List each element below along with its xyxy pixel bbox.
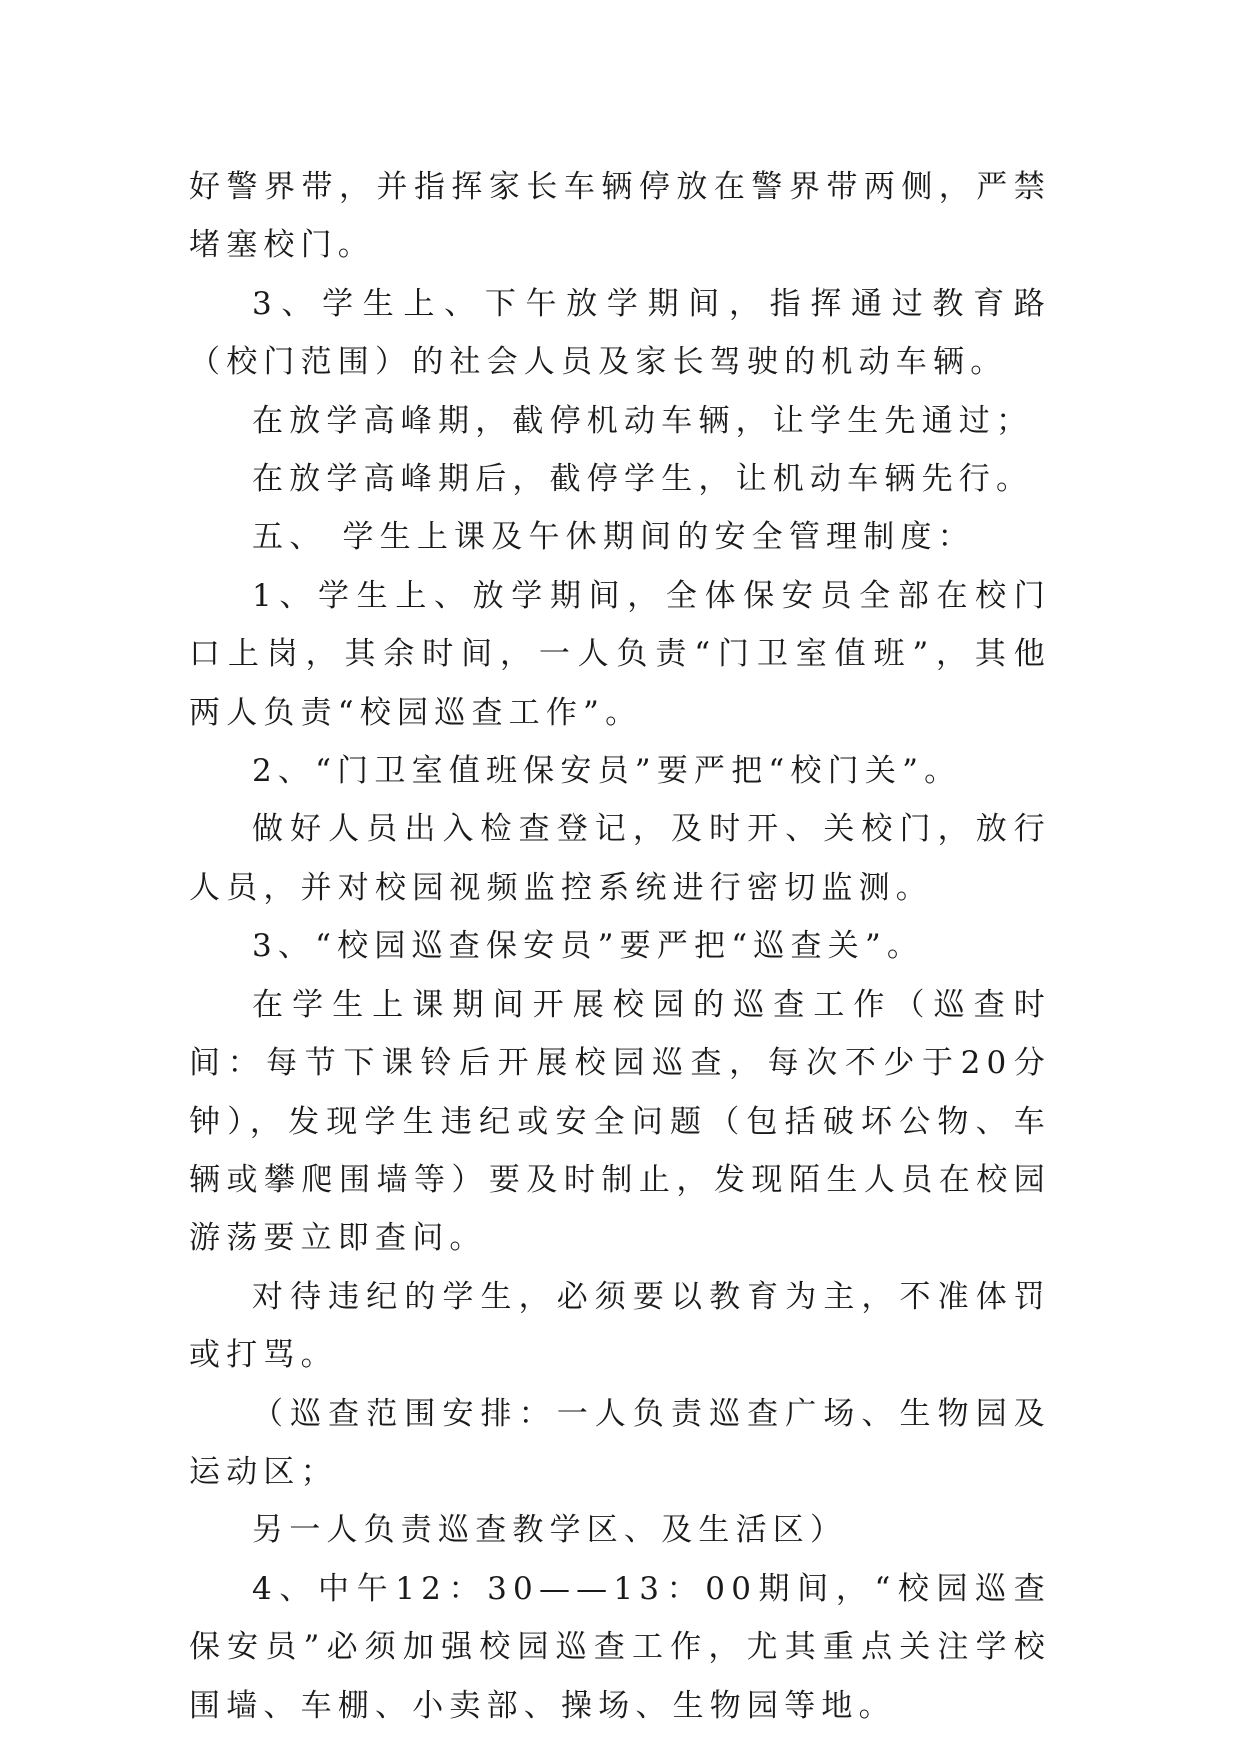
paragraph: 在学生上课期间开展校园的巡查工作（巡查时间：每节下课铃后开展校园巡查，每次不少于20分钟），发现学生违纪或安全问题（包括破坏公物、车辆或攀爬围墙等）要及时制止，发现陌生人员在校园游荡要立即查问。	[189, 986, 1051, 1257]
paragraph: 3、“校园巡查保安员”要严把“巡查关”。	[252, 928, 925, 965]
paragraph: 另一人负责巡查教学区、及生活区）	[252, 1512, 848, 1549]
paragraph: 2、“门卫室值班保安员”要严把“校门关”。	[252, 753, 962, 790]
paragraph: 做好人员出入检查登记，及时开、关校门，放行人员，并对校园视频监控系统进行密切监测。	[189, 811, 1051, 906]
paragraph: 在放学高峰期，截停机动车辆，让学生先通过；	[252, 402, 1034, 439]
section-heading: 五、 学生上课及午休期间的安全管理制度：	[252, 519, 975, 556]
paragraph: 对待违纪的学生，必须要以教育为主，不准体罚或打骂。	[189, 1278, 1051, 1374]
paragraph: 1、学生上、放学期间，全体保安员全部在校门口上岗，其余时间，一人负责“门卫室值班”，其他两人负责“校园巡查工作”。	[189, 577, 1051, 731]
paragraph: 3、学生上、下午放学期间，指挥通过教育路（校门范围）的社会人员及家长驾驶的机动车辆。	[189, 285, 1051, 381]
paragraph: （巡查范围安排：一人负责巡查广场、生物园及运动区；	[189, 1395, 1051, 1490]
paragraph: 4、中午12：30——13：00期间，“校园巡查保安员”必须加强校园巡查工作，尤其重点关注学校围墙、车棚、小卖部、操场、生物园等地。	[189, 1570, 1051, 1724]
paragraph: 在放学高峰期后，截停学生，让机动车辆先行。	[252, 461, 1034, 498]
document-body	[189, 158, 1051, 1735]
paragraph: 好警界带，并指挥家长车辆停放在警界带两侧，严禁堵塞校门。	[189, 169, 1051, 264]
